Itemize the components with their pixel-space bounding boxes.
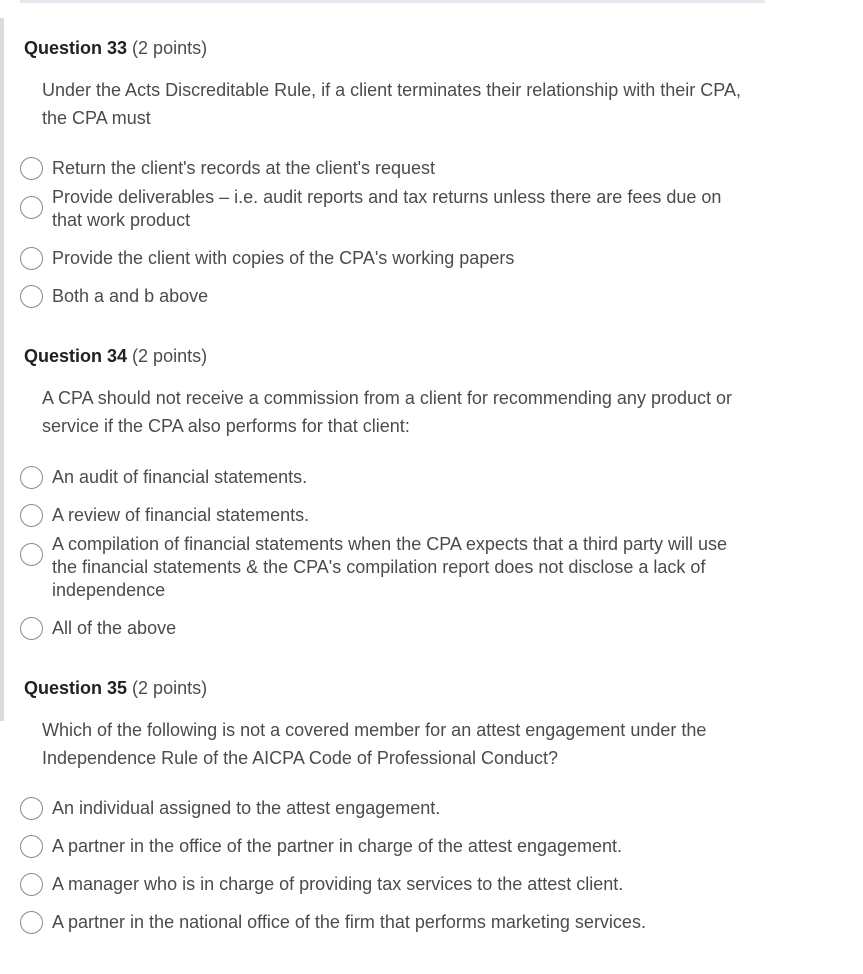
answer-option[interactable] bbox=[20, 186, 752, 232]
answer-label: A review of financial statements. bbox=[52, 505, 310, 525]
answer-label: An individual assigned to the attest engagement. bbox=[52, 798, 441, 818]
question-text: Under the Acts Discreditable Rule, if a client terminates their relationship with their CPA, the CPA must bbox=[42, 80, 741, 128]
answer-label: An audit of financial statements. bbox=[52, 467, 308, 487]
question-35 bbox=[24, 677, 784, 772]
radio-button[interactable] bbox=[20, 911, 43, 934]
question-points: (2 points) bbox=[132, 38, 208, 58]
question-header bbox=[24, 677, 784, 699]
radio-button[interactable] bbox=[20, 543, 43, 566]
radio-button[interactable] bbox=[20, 835, 43, 858]
question-text: A CPA should not receive a commission from a client for recommending any product or service if the CPA also performs for that client: bbox=[42, 388, 732, 436]
answer-option[interactable] bbox=[20, 873, 752, 896]
answer-option[interactable] bbox=[20, 466, 752, 489]
answer-label: Return the client's records at the client's request bbox=[52, 158, 436, 178]
radio-button[interactable] bbox=[20, 285, 43, 308]
answer-option[interactable] bbox=[20, 247, 752, 270]
top-divider bbox=[20, 0, 765, 3]
question-title: Question 35 bbox=[24, 678, 128, 698]
answer-label: A compilation of financial statements when the CPA expects that a third party will use the financial statements & the CPA's compilation report does not disclose a lack of independence bbox=[52, 534, 728, 600]
question-points: (2 points) bbox=[132, 678, 208, 698]
answer-label: A manager who is in charge of providing tax services to the attest client. bbox=[52, 874, 624, 894]
answer-option[interactable] bbox=[20, 157, 752, 180]
answer-label: A partner in the office of the partner in charge of the attest engagement. bbox=[52, 836, 623, 856]
answer-label: A partner in the national office of the firm that performs marketing services. bbox=[52, 912, 646, 932]
answer-label: Both a and b above bbox=[52, 286, 209, 306]
question-points: (2 points) bbox=[132, 346, 208, 366]
answer-option[interactable] bbox=[20, 617, 752, 640]
radio-button[interactable] bbox=[20, 504, 43, 527]
answer-option[interactable] bbox=[20, 797, 752, 820]
radio-button[interactable] bbox=[20, 617, 43, 640]
radio-button[interactable] bbox=[20, 157, 43, 180]
radio-button[interactable] bbox=[20, 797, 43, 820]
question-title: Question 33 bbox=[24, 38, 128, 58]
answer-option[interactable] bbox=[20, 835, 752, 858]
answer-label: Provide deliverables – i.e. audit reports and tax returns unless there are fees due on that work product bbox=[52, 187, 722, 230]
answer-option[interactable] bbox=[20, 504, 752, 527]
radio-button[interactable] bbox=[20, 247, 43, 270]
answer-option[interactable] bbox=[20, 533, 752, 602]
radio-button[interactable] bbox=[20, 466, 43, 489]
question-34 bbox=[24, 345, 784, 440]
answer-label: All of the above bbox=[52, 618, 177, 638]
answer-label: Provide the client with copies of the CPA's working papers bbox=[52, 248, 515, 268]
answer-option[interactable] bbox=[20, 285, 752, 308]
left-scroll-edge bbox=[0, 18, 4, 721]
question-header bbox=[24, 345, 784, 367]
radio-button[interactable] bbox=[20, 873, 43, 896]
radio-button[interactable] bbox=[20, 196, 43, 219]
question-text: Which of the following is not a covered member for an attest engagement under the Independence Rule of the AICPA Code of Professional Conduct? bbox=[42, 720, 707, 768]
question-header bbox=[24, 37, 784, 59]
answer-option[interactable] bbox=[20, 911, 752, 934]
question-33 bbox=[24, 37, 784, 132]
question-title: Question 34 bbox=[24, 346, 128, 366]
